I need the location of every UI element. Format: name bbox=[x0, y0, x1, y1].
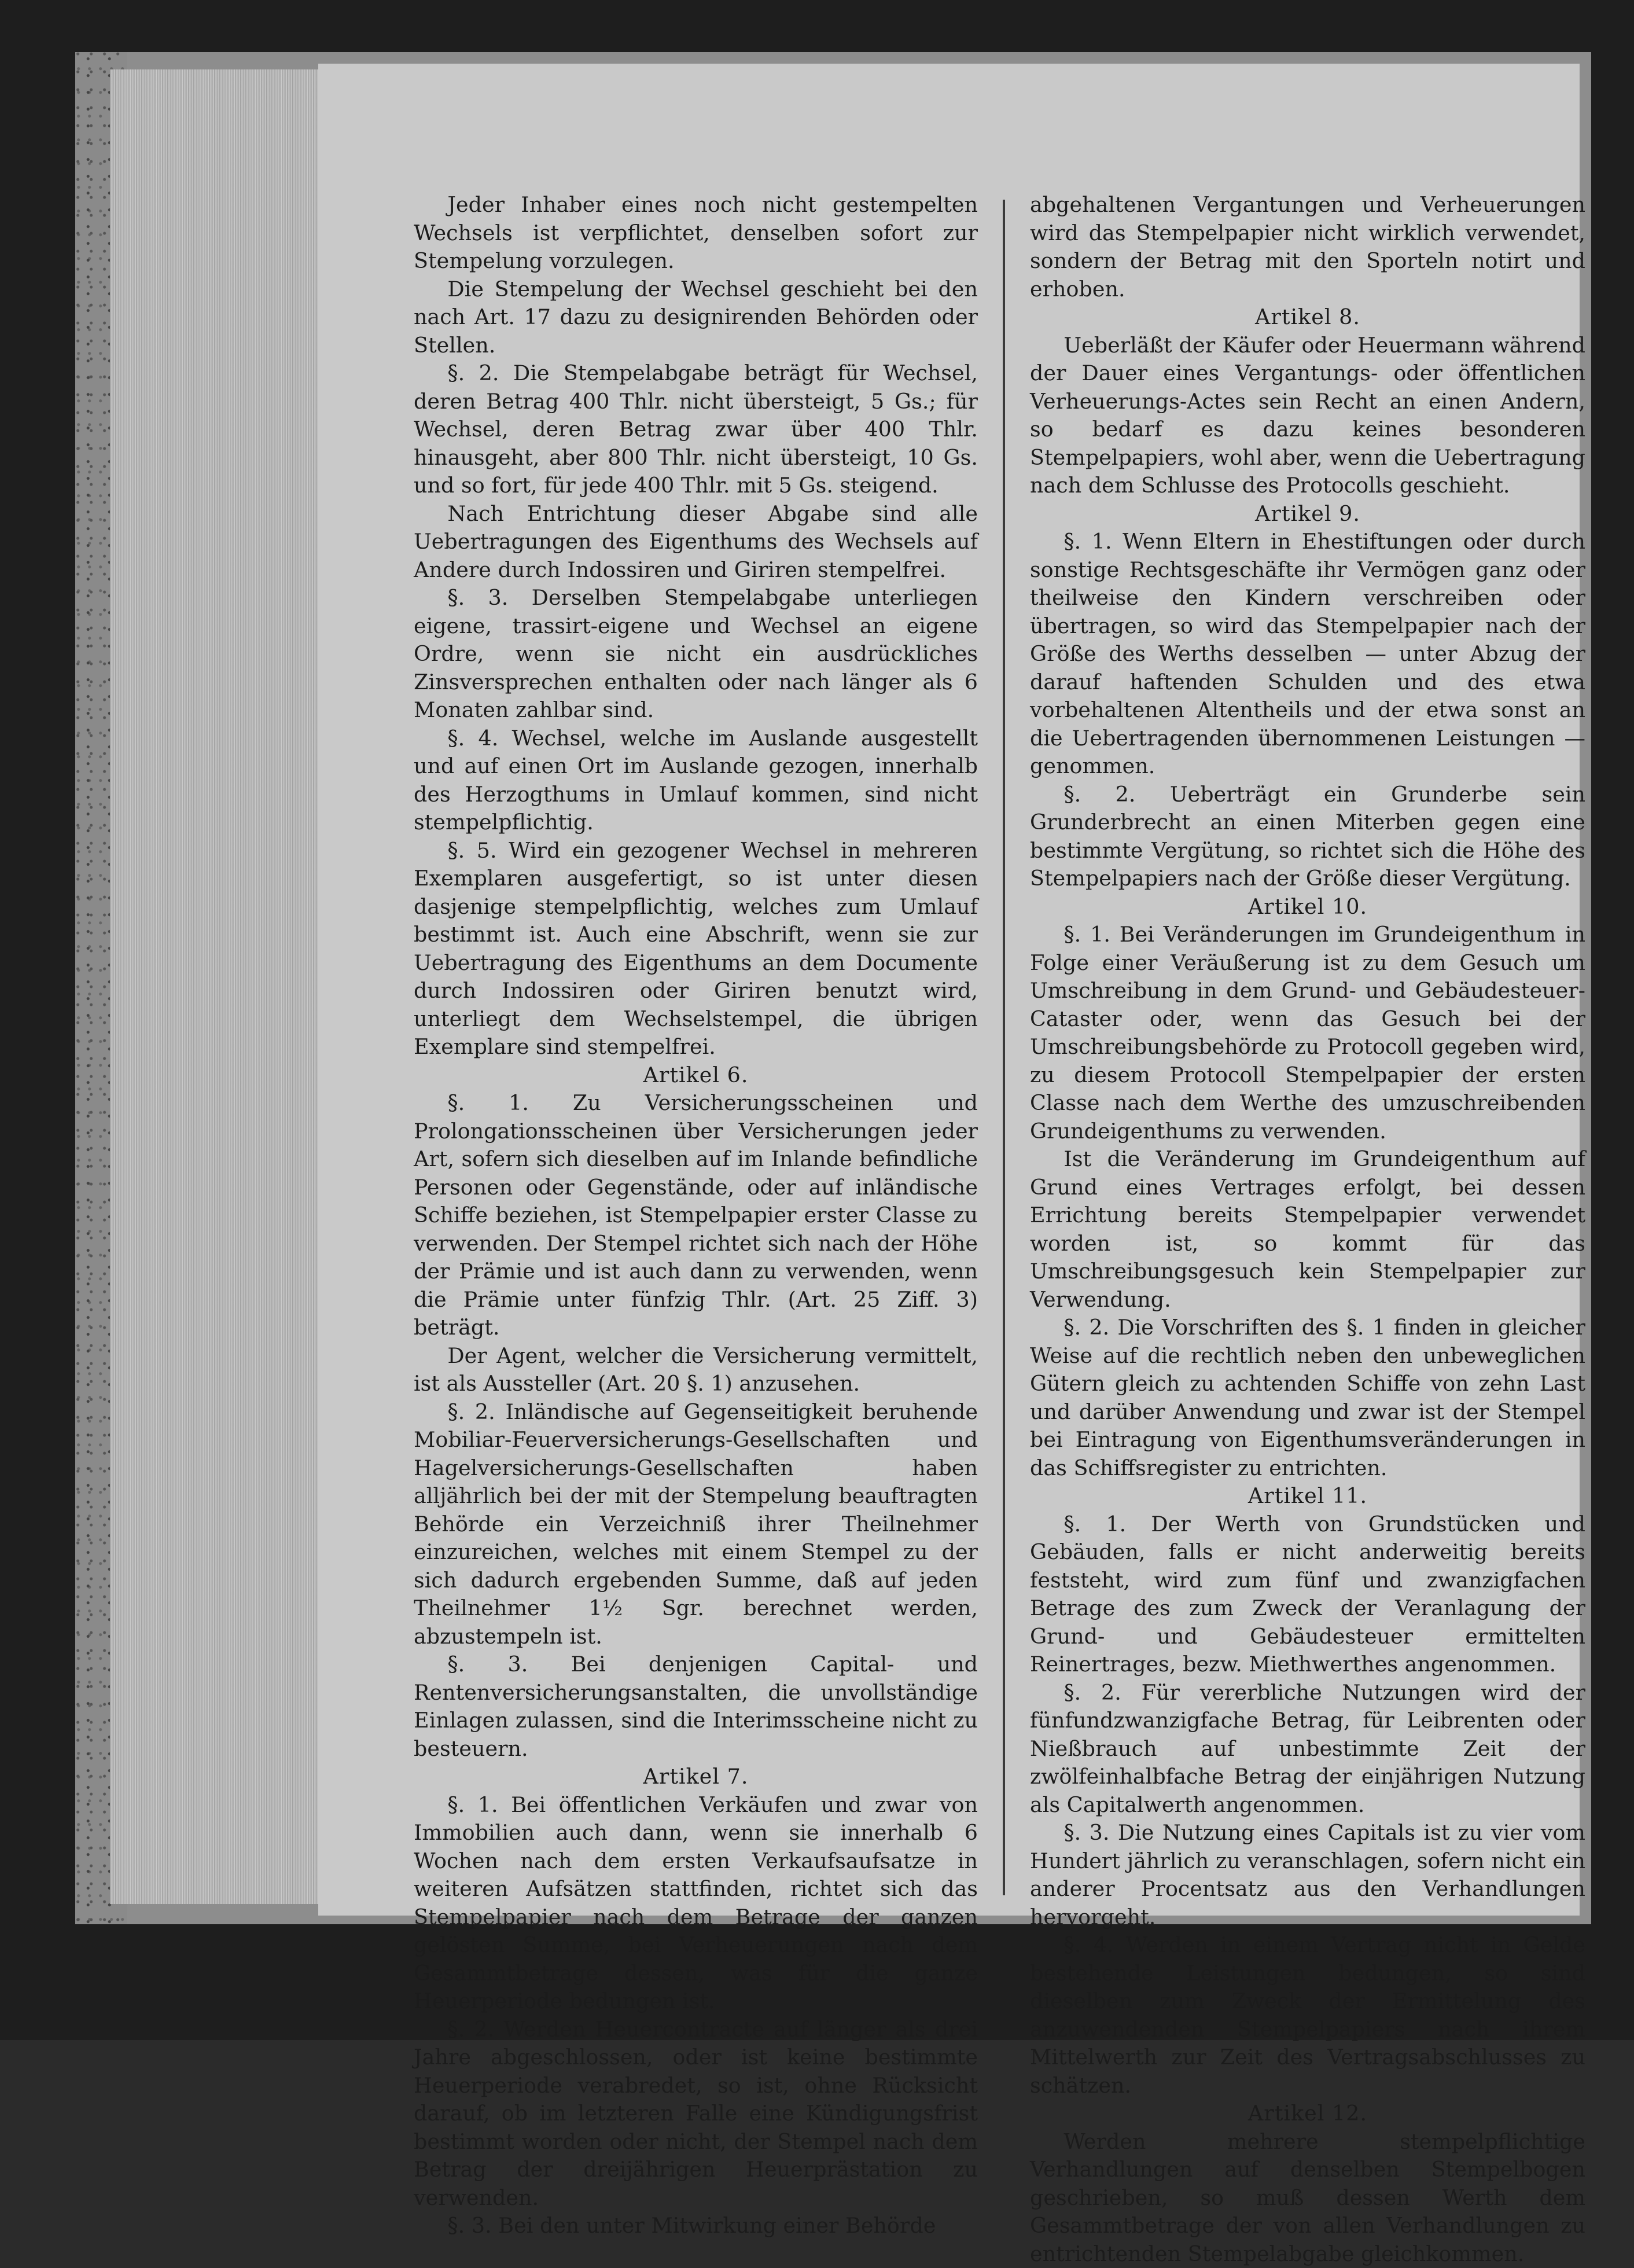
paragraph: Der Agent, welcher die Versicherung vermittelt, ist als Aussteller (Art. 20 §. 1) anzusehen. bbox=[414, 1342, 978, 1398]
paragraph: §. 2. Inländische auf Gegenseitigkeit beruhende Mobiliar-Feuerversicherungs-Gesellschaften und Hagelversicherungs-Gesellschaften haben alljährlich bei der mit der Stempelung beauftragten Behörde ein Verzeichniß ihrer Theilnehmer einzureichen, welches mit einem Stempel zu der sich dadurch ergebenden Summe, daß auf jeden Theilnehmer 1½ Sgr. berechnet werden, abzustempeln ist. bbox=[414, 1398, 978, 1651]
column-divider bbox=[1003, 200, 1005, 1895]
paragraph: §. 1. Zu Versicherungsscheinen und Prolongationsscheinen über Versicherungen jeder Art, sofern sich dieselben auf im Inlande befindliche Personen oder Gegenstände, oder auf inländische Schiffe beziehen, ist Stempelpapier erster Classe zu verwenden. Der Stempel richtet sich nach der Höhe der Prämie und ist auch dann zu verwenden, wenn die Prämie unter fünfzig Thlr. (Art. 25 Ziff. 3) beträgt. bbox=[414, 1089, 978, 1342]
paragraph: Die Stempelung der Wechsel geschieht bei den nach Art. 17 dazu zu designirenden Behörden oder Stellen. bbox=[414, 275, 978, 360]
paragraph: §. 2. Die Stempelabgabe beträgt für Wechsel, deren Betrag 400 Thlr. nicht übersteigt, 5 Gs.; für Wechsel, deren Betrag zwar über 400 Thlr. hinausgeht, aber 800 Thlr. nicht übersteigt, 10 Gs. und so fort, für jede 400 Thlr. mit 5 Gs. steigend. bbox=[414, 359, 978, 500]
paragraph: Nach Entrichtung dieser Abgabe sind alle Uebertragungen des Eigenthums des Wechsels auf Andere durch Indossiren und Giriren stempelfrei. bbox=[414, 500, 978, 585]
paragraph: §. 2. Für vererbliche Nutzungen wird der fünfundzwanzigfache Betrag, für Leibrenten oder Nießbrauch auf unbestimmte Zeit der zwölfeinhalbfache Betrag der einjährigen Nutzung als Capitalwerth angenommen. bbox=[1030, 1679, 1585, 1819]
article-heading: Artikel 11. bbox=[1030, 1482, 1585, 1510]
right-text-column bbox=[1030, 191, 1585, 2268]
article-heading: Artikel 6. bbox=[414, 1061, 978, 1090]
paragraph: §. 4. Wechsel, welche im Auslande ausgestellt und auf einen Ort im Auslande gezogen, innerhalb des Herzogthums in Umlauf kommen, sind nicht stempelpflichtig. bbox=[414, 725, 978, 837]
article-heading: Artikel 9. bbox=[1030, 500, 1585, 528]
paragraph: §. 3. Bei den unter Mitwirkung einer Behörde bbox=[414, 2212, 978, 2240]
paragraph: §. 2. Die Vorschriften des §. 1 finden in gleicher Weise auf die rechtlich neben den unbeweglichen Gütern gleich zu achtenden Schiffe von zehn Last und darüber Anwendung und zwar ist der Stempel bei Eintragung von Eigenthumsveränderungen in das Schiffsregister zu entrichten. bbox=[1030, 1314, 1585, 1482]
paragraph: §. 4. Werden in einem Vertrag nicht in Gelde bestehende Leistungen bedungen, so sind dieselben zum Zweck der Ermittelung des anzuwendenden Stempelpapiers nach ihrem Mittelwerth zur Zeit des Vertragsabschlusses zu schätzen. bbox=[1030, 1931, 1585, 2100]
paragraph: §. 1. Der Werth von Grundstücken und Gebäuden, falls er nicht anderweitig bereits feststeht, wird zum fünf und zwanzigfachen Betrage des zum Zweck der Veranlagung der Grund- und Gebäudesteuer ermittelten Reinertrages, bezw. Miethwerthes angenommen. bbox=[1030, 1510, 1585, 1679]
paragraph: §. 2. Ueberträgt ein Grunderbe sein Grunderbrecht an einen Miterben gegen eine bestimmte Vergütung, so richtet sich die Höhe des Stempelpapiers nach der Größe dieser Vergütung. bbox=[1030, 781, 1585, 893]
left-text-column bbox=[414, 191, 978, 2240]
paragraph: §. 3. Die Nutzung eines Capitals ist zu vier vom Hundert jährlich zu veranschlagen, sofern nicht ein anderer Procentsatz aus den Verhandlungen hervorgeht. bbox=[1030, 1819, 1585, 1931]
paragraph: §. 3. Bei denjenigen Capital- und Rentenversicherungsanstalten, die unvollständige Einlagen zulassen, sind die Interimsscheine nicht zu besteuern. bbox=[414, 1651, 978, 1763]
article-heading: Artikel 8. bbox=[1030, 303, 1585, 332]
paragraph: §. 1. Wenn Eltern in Ehestiftungen oder durch sonstige Rechtsgeschäfte ihr Vermögen ganz oder theilweise den Kindern verschreiben oder übertragen, so wird das Stempelpapier nach der Größe des Werths desselben — unter Abzug der darauf haftenden Schulden und des etwa vorbehaltenen Altentheils und der etwa sonst an die Uebertragenden übernommenen Leistungen — genommen. bbox=[1030, 528, 1585, 781]
paragraph: §. 1. Bei Veränderungen im Grundeigenthum in Folge einer Veräußerung ist zu dem Gesuch um Umschreibung in dem Grund- und Gebäudesteuer-Cataster oder, wenn das Gesuch bei der Umschreibungsbehörde zu Protocoll gegeben wird, zu diesem Protocoll Stempelpapier der ersten Classe nach dem Werthe des umzuschreibenden Grundeigenthums zu verwenden. bbox=[1030, 921, 1585, 1145]
paragraph: abgehaltenen Vergantungen und Verheuerungen wird das Stempelpapier nicht wirklich verwendet, sondern der Betrag mit den Sporteln notirt und erhoben. bbox=[1030, 191, 1585, 303]
page-edges bbox=[110, 69, 318, 1904]
paragraph: Werden mehrere stempelpflichtige Verhandlungen auf denselben Stempelbogen geschrieben, so muß dessen Werth dem Gesammtbetrage der von allen Verhandlungen zu entrichtenden Stempelabgabe gleichkommen. bbox=[1030, 2128, 1585, 2268]
paragraph: §. 1. Bei öffentlichen Verkäufen und zwar von Immobilien auch dann, wenn sie innerhalb 6 Wochen nach dem ersten Verkaufsaufsatze in weiteren Aufsätzen stattfinden, richtet sich das Stempelpapier nach dem Betrage der ganzen gelösten Summe, bei Verheuerungen nach dem Gesammtbetrage dessen, was für die ganze Heuerperiode bedungen ist. bbox=[414, 1791, 978, 2016]
paragraph: Ist die Veränderung im Grundeigenthum auf Grund eines Vertrages erfolgt, bei dessen Errichtung bereits Stempelpapier verwendet worden ist, so kommt für das Umschreibungsgesuch kein Stempelpapier zur Verwendung. bbox=[1030, 1145, 1585, 1314]
paragraph: Ueberläßt der Käufer oder Heuermann während der Dauer eines Vergantungs- oder öffentlichen Verheuerungs-Actes sein Recht an einen Andern, so bedarf es dazu keines besonderen Stempelpapiers, wohl aber, wenn die Uebertragung nach dem Schlusse des Protocolls geschieht. bbox=[1030, 332, 1585, 500]
article-heading: Artikel 12. bbox=[1030, 2100, 1585, 2128]
paragraph: §. 2. Werden Heuercontracte auf länger als drei Jahre abgeschlossen, oder ist keine bestimmte Heuerperiode verabredet, so ist, ohne Rücksicht darauf, ob im letzteren Falle eine Kündigungsfrist bestimmt worden oder nicht, der Stempel nach dem Betrag der dreijährigen Heuerprästation zu verwenden. bbox=[414, 2016, 978, 2212]
paragraph: §. 3. Derselben Stempelabgabe unterliegen eigene, trassirt-eigene und Wechsel an eigene Ordre, wenn sie nicht ein ausdrückliches Zinsversprechen enthalten oder nach länger als 6 Monaten zahlbar sind. bbox=[414, 584, 978, 725]
article-heading: Artikel 7. bbox=[414, 1763, 978, 1791]
paragraph: Jeder Inhaber eines noch nicht gestempelten Wechsels ist verpflichtet, denselben sofort zur Stempelung vorzulegen. bbox=[414, 191, 978, 275]
paragraph: §. 5. Wird ein gezogener Wechsel in mehreren Exemplaren ausgefertigt, so ist unter diesen dasjenige stempelpflichtig, welches zum Umlauf bestimmt ist. Auch eine Abschrift, wenn sie zur Uebertragung des Eigenthums an dem Documente durch Indossiren oder Giriren benutzt wird, unterliegt dem Wechselstempel, die übrigen Exemplare sind stempelfrei. bbox=[414, 837, 978, 1061]
article-heading: Artikel 10. bbox=[1030, 893, 1585, 921]
